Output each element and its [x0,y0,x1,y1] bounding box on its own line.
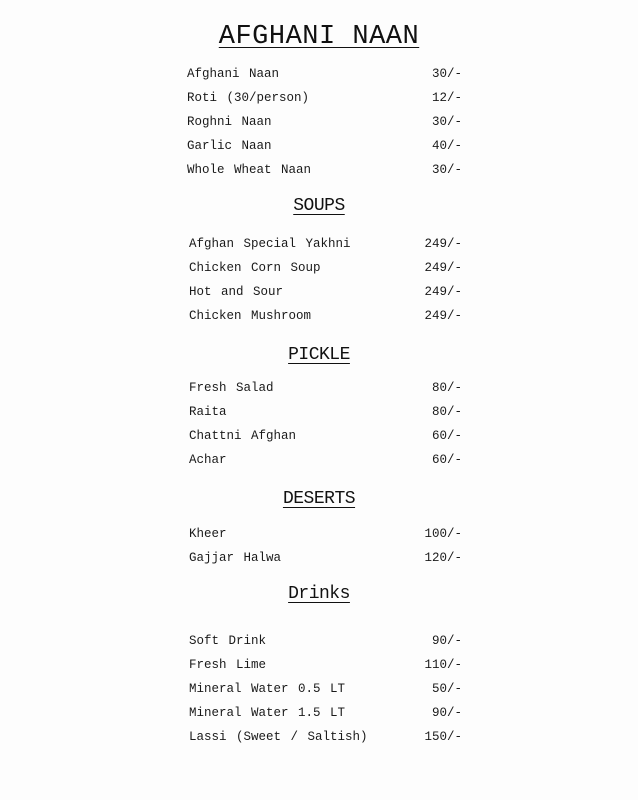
item-name: Mineral Water 1.5 LT [189,706,346,720]
item-name: Chicken Corn Soup [189,261,321,275]
item-price: 12/- [431,91,462,105]
item-price: 90/- [431,706,462,720]
item-name: Gajjar Halwa [189,551,282,565]
menu-item [0,525,638,543]
item-name: Fresh Salad [189,381,274,395]
menu-item [0,704,638,722]
item-price: 30/- [431,115,462,129]
item-name: Kheer [189,527,227,541]
section-heading-pickle: PICKLE [288,345,350,365]
section-heading-drinks: Drinks [288,584,350,604]
menu-item [0,307,638,325]
menu-item [0,427,638,445]
item-name: Soft Drink [189,634,267,648]
item-price: 120/- [424,551,462,565]
item-name: Mineral Water 0.5 LT [189,682,346,696]
menu-item [0,680,638,698]
menu-item [0,113,638,131]
item-price: 110/- [424,658,462,672]
item-name: Raita [189,405,227,419]
item-name: Roghni Naan [187,115,272,129]
item-price: 40/- [431,139,462,153]
item-name: Garlic Naan [187,139,272,153]
menu-item [0,235,638,253]
item-price: 30/- [431,67,462,81]
item-price: 249/- [424,285,462,299]
menu-item [0,259,638,277]
menu-title: AFGHANI NAAN [218,22,420,52]
section-heading-soups: SOUPS [293,196,345,216]
item-price: 249/- [424,309,462,323]
menu-item [0,379,638,397]
item-name: Lassi (Sweet / Saltish) [189,730,368,744]
menu-item [0,632,638,650]
menu-item [0,65,638,83]
item-price: 100/- [424,527,462,541]
item-price: 60/- [431,429,462,443]
item-price: 50/- [431,682,462,696]
item-name: Afghani Naan [187,67,280,81]
item-name: Afghan Special Yakhni [189,237,351,251]
item-name: Chattni Afghan [189,429,297,443]
item-name: Hot and Sour [189,285,284,299]
item-price: 80/- [431,405,462,419]
item-name: Whole Wheat Naan [187,163,312,177]
menu-item [0,137,638,155]
menu-item [0,451,638,469]
menu-item [0,283,638,301]
item-price: 249/- [424,261,462,275]
menu-item [0,403,638,421]
item-price: 30/- [431,163,462,177]
menu-item [0,728,638,746]
item-price: 90/- [431,634,462,648]
item-price: 60/- [431,453,462,467]
item-name: Fresh Lime [189,658,267,672]
section-heading-deserts: DESERTS [282,489,356,509]
item-price: 80/- [431,381,462,395]
menu-item [0,89,638,107]
menu-item [0,161,638,179]
item-name: Achar [189,453,227,467]
item-price: 249/- [424,237,462,251]
item-name: Roti (30/person) [187,91,310,105]
menu-item [0,549,638,567]
menu-item [0,656,638,674]
item-price: 150/- [424,730,462,744]
item-name: Chicken Mushroom [189,309,312,323]
